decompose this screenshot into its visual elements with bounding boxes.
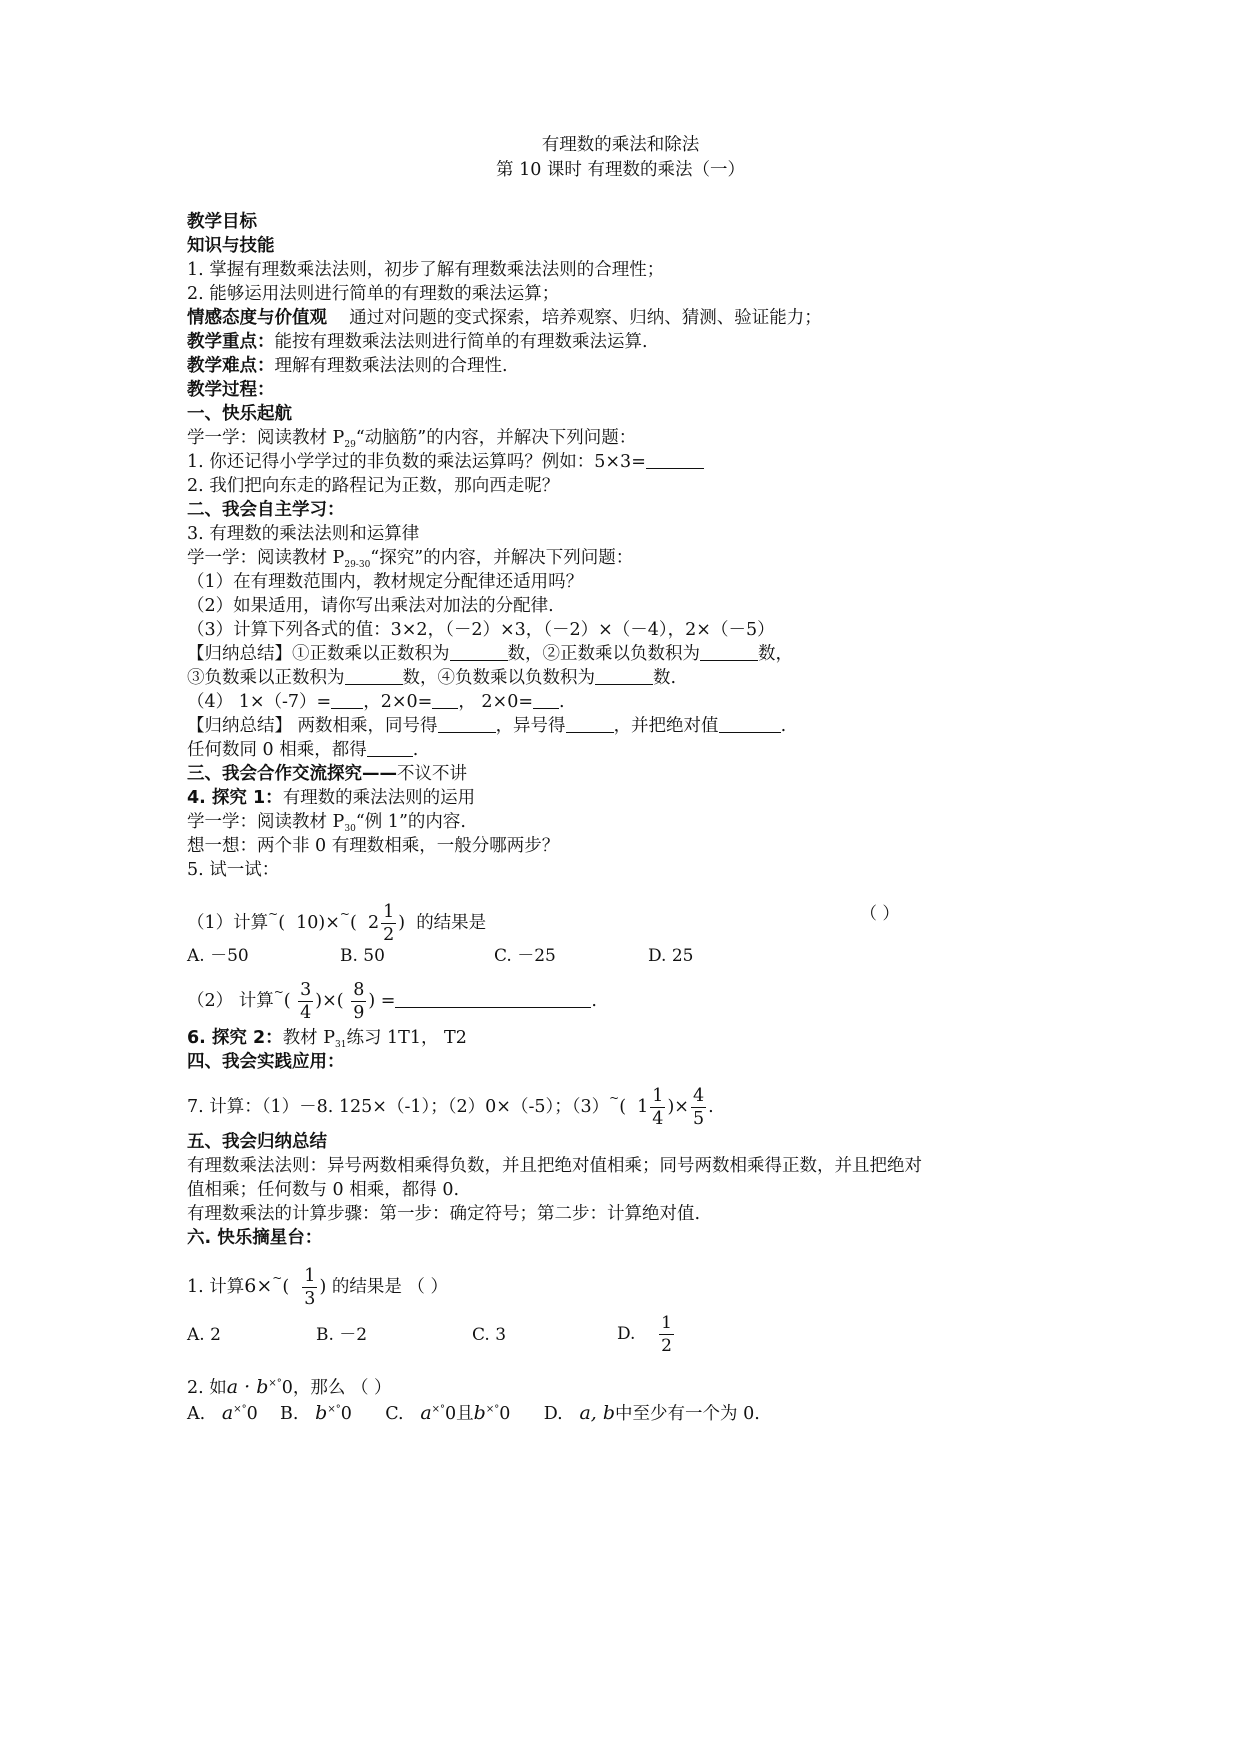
tilde-mark: ~: [339, 907, 350, 921]
question-3: 3. 有理数的乘法法则和运算律: [187, 524, 420, 544]
explore-2-text: 教材 P: [282, 1028, 336, 1048]
zero: 0: [445, 1404, 457, 1424]
answer-blank[interactable]: [395, 991, 591, 1008]
read-text-tail: “探究”的内容，并解决下列问题：: [370, 548, 634, 568]
rule-line-2: 值相乘；任何数与 0 相乘，都得 0.: [187, 1180, 460, 1200]
part-4-text: （4） 1×（-7）=: [187, 692, 332, 712]
option-d-label: D.: [617, 1324, 636, 1344]
try-1-prefix: （1）计算: [187, 913, 269, 933]
answer-blank[interactable]: [533, 692, 559, 709]
difficulty-text: 理解有理数乘法法则的合理性.: [274, 356, 508, 376]
star-q2-option-d[interactable]: D.: [543, 1404, 563, 1424]
read-text-tail: “例 1”的内容.: [355, 812, 466, 832]
garbled-symbol: ×°: [233, 1404, 247, 1415]
star-q1-option-b[interactable]: B. －2: [316, 1325, 368, 1345]
part-2: （2）如果适用，请你写出乘法对加法的分配律.: [187, 596, 554, 616]
garbled-symbol: ×°: [485, 1404, 500, 1415]
try-1-option-d[interactable]: D. 25: [648, 946, 694, 966]
summary-1: [187, 642, 793, 666]
star-q2-option-b[interactable]: B.: [280, 1404, 299, 1424]
summary-text: 数，②正数乘以负数积为: [507, 644, 700, 664]
star-q1-option-c[interactable]: C. 3: [472, 1325, 507, 1345]
try-1-answer-paren[interactable]: （ ）: [860, 904, 900, 924]
page-subscript: 30: [344, 824, 356, 834]
tilde-mark: ~: [272, 1271, 283, 1285]
answer-blank[interactable]: [432, 692, 458, 709]
section-3-title-tail: 不议不讲: [397, 764, 467, 784]
var-ab: a, b: [579, 1402, 616, 1424]
mixed-whole: 1: [637, 1097, 649, 1117]
answer-blank[interactable]: [646, 452, 704, 469]
question-7: 7. 计算：（1）－8. 125×（-1）；（2）0×（-5）；（3）~( 1 $\frac{1}{4}$ )× $\frac{4}{5}$ .: [187, 1086, 714, 1129]
answer-blank[interactable]: [566, 716, 614, 733]
fraction: $\frac{4}{5}$: [692, 1086, 705, 1129]
goal-item-2: 2. 能够运用法则进行简单的有理数的乘法运算；: [187, 284, 560, 304]
fraction: $\frac{8}{9}$: [353, 980, 365, 1023]
tilde-mark: ~: [273, 985, 284, 999]
and-text: 且: [456, 1404, 474, 1424]
try-1-expr: 10)×: [296, 913, 340, 933]
question-2: 2. 我们把向东走的路程记为正数，那向西走呢？: [187, 476, 560, 496]
question-7-text: 7. 计算：（1）－8. 125×（-1）；（2）0×（-5）；（3）: [187, 1097, 610, 1117]
page-subscript: 29-30: [344, 560, 371, 570]
garbled-symbol: ×°: [268, 1378, 282, 1389]
try-1-whole: 2: [367, 913, 380, 933]
explore-2-text-tail: 练习 1T1， T2: [346, 1028, 467, 1048]
answer-blank[interactable]: [450, 644, 508, 661]
part-4-text: ， 2×0=: [458, 692, 533, 712]
question-1-text: 1. 你还记得小学学过的非负数的乘法运算吗？例如：5×3=: [187, 452, 646, 472]
try-1-option-b[interactable]: B. 50: [340, 946, 385, 966]
var-a: a: [221, 1402, 234, 1424]
difficulty-line: [187, 354, 508, 378]
section-3-heading: [187, 762, 467, 786]
document-title: 有理数的乘法和除法: [541, 135, 700, 155]
section-3-title: 三、我会合作交流探究——: [187, 764, 397, 784]
star-question-2: [187, 1372, 392, 1400]
answer-blank[interactable]: [700, 644, 758, 661]
read-text-tail: “动脑筋”的内容，并解决下列问题：: [355, 428, 637, 448]
try-1-suffix: 的结果是: [416, 913, 487, 933]
question-1: [187, 450, 704, 474]
read-text: 学一学：阅读教材 P: [187, 812, 345, 832]
explore-1-text: 有理数的乘法法则的运用: [282, 788, 476, 808]
summary-3: [187, 714, 786, 738]
answer-blank[interactable]: [331, 692, 363, 709]
steps-line: 有理数乘法的计算步骤：第一步：确定符号；第二步：计算绝对值.: [187, 1204, 701, 1224]
star-q2-option-a[interactable]: A.: [187, 1404, 206, 1424]
tilde-mark: ~: [609, 1091, 620, 1105]
answer-blank[interactable]: [719, 716, 781, 733]
part-1: （1）在有理数范围内，教材规定分配律还适用吗？: [187, 572, 584, 592]
summary-text: .: [780, 716, 787, 736]
section-5-heading: 五、我会归纳总结: [187, 1132, 327, 1152]
fraction: $\frac{1}{2}$: [383, 902, 395, 945]
read-text: 学一学：阅读教材 P: [187, 428, 345, 448]
try-1-option-a[interactable]: A. －50: [187, 946, 249, 966]
star-q2-expr: a · b: [226, 1376, 269, 1398]
explore-2-label: 6. 探究 2：: [187, 1028, 283, 1048]
process-heading: 教学过程：: [187, 380, 275, 400]
part-4: [187, 690, 565, 714]
part-4-text: .: [559, 692, 565, 712]
var-a: a: [420, 1402, 432, 1424]
garbled-symbol: ×°: [327, 1404, 341, 1415]
think-line: 想一想：两个非 0 有理数相乘，一般分哪两步？: [187, 836, 560, 856]
answer-blank[interactable]: [345, 668, 403, 685]
summary-text: 数，: [758, 644, 793, 664]
summary-text: 数，④负数乘以负数积为: [402, 668, 595, 688]
summary-text: ，异号得: [495, 716, 566, 736]
explore-1-label: 4. 探究 1：: [187, 788, 283, 808]
summary-text: 数.: [653, 668, 677, 688]
attitude-label: 情感态度与价值观: [187, 308, 327, 328]
answer-blank[interactable]: [438, 716, 496, 733]
fraction: $\frac{3}{4}$: [300, 980, 312, 1023]
part-3: （3）计算下列各式的值：3×2，（－2）×3，（－2）×（－4），2×（－5）: [187, 620, 775, 640]
try-1: （1）计算~( 10)×~( 2 $\frac{1}{2}$ ) 的结果是: [187, 902, 487, 945]
star-q1-prefix: 1. 计算: [187, 1277, 245, 1297]
knowledge-heading: 知识与技能: [187, 236, 275, 256]
star-q2-options: [187, 1398, 760, 1426]
star-q2-prefix: 2. 如: [187, 1378, 227, 1398]
fraction: $\frac{1}{4}$: [652, 1086, 664, 1129]
page-subscript: 29: [344, 440, 356, 450]
page-subscript: 31: [335, 1040, 347, 1050]
section-2-heading: 二、我会自主学习：: [187, 500, 345, 520]
section-1-heading: 一、快乐起航: [187, 404, 292, 424]
summary-text: 【归纳总结】①正数乘以正数积为: [187, 644, 450, 664]
attitude-line: [187, 306, 822, 330]
focus-label: 教学重点：: [187, 332, 275, 352]
var-b: b: [473, 1402, 486, 1424]
summary-2: [187, 666, 676, 690]
zero: 0: [340, 1404, 352, 1424]
lesson-subtitle: 第 10 课时 有理数的乘法（一）: [496, 160, 745, 180]
section-6-heading: 六. 快乐摘星台：: [187, 1228, 323, 1248]
part-4-text: ，2×0=: [363, 692, 433, 712]
option-d-text: 中至少有一个为 0.: [615, 1404, 760, 1424]
goal-item-1: 1. 掌握有理数乘法法则，初步了解有理数乘法法则的合理性；: [187, 260, 665, 280]
try-2-suffix: .: [591, 991, 597, 1011]
star-question-1: 1. 计算6×~( $\frac{1}{3}$ ) 的结果是 （ ）: [187, 1266, 448, 1309]
var-b: b: [315, 1402, 328, 1424]
garbled-symbol: ×°: [431, 1404, 446, 1415]
focus-line: [187, 330, 648, 354]
attitude-text: 通过对问题的变式探索，培养观察、归纳、猜测、验证能力；: [349, 308, 822, 328]
star-q1-option-a[interactable]: A. 2: [187, 1325, 221, 1345]
zero: 0: [499, 1404, 511, 1424]
answer-blank[interactable]: [595, 668, 653, 685]
goals-heading: 教学目标: [187, 212, 257, 232]
zero: 0: [246, 1404, 258, 1424]
star-q1-option-d[interactable]: [617, 1312, 676, 1357]
summary-4: [187, 738, 418, 762]
explore-1: [187, 786, 475, 810]
star-q1-expr: 6×: [244, 1275, 273, 1297]
fraction: $\frac{1}{3}$: [304, 1266, 316, 1309]
summary-text: ③负数乘以正数积为: [187, 668, 345, 688]
fraction: $\frac{1}{2}$: [661, 1313, 672, 1356]
summary-text: ，并把绝对值: [613, 716, 719, 736]
try-2-prefix: （2） 计算: [187, 991, 274, 1011]
summary-text: 任何数同 0 相乘，都得: [187, 740, 367, 760]
difficulty-label: 教学难点：: [187, 356, 275, 376]
star-q2-suffix: ，那么 （ ）: [292, 1378, 392, 1398]
tilde-mark: ~: [268, 907, 279, 921]
section-4-heading: 四、我会实践应用：: [187, 1052, 345, 1072]
answer-blank[interactable]: [367, 740, 413, 757]
summary-text: 【归纳总结】 两数相乘，同号得: [187, 716, 438, 736]
star-q1-suffix: 的结果是 （ ）: [331, 1277, 448, 1297]
question-5: 5. 试一试：: [187, 860, 280, 880]
rule-line-1: 有理数乘法法则：异号两数相乘得负数，并且把绝对值相乘；同号两数相乘得正数，并且把绝对: [187, 1156, 922, 1176]
focus-text: 能按有理数乘法法则进行简单的有理数乘法运算.: [274, 332, 648, 352]
zero: 0: [281, 1378, 293, 1398]
try-1-option-c[interactable]: C. －25: [494, 946, 556, 966]
star-q2-option-c[interactable]: C.: [385, 1404, 404, 1424]
summary-text: .: [412, 740, 419, 760]
read-text: 学一学：阅读教材 P: [187, 548, 345, 568]
try-2: （2） 计算~( $\frac{3}{4}$ )×( $\frac{8}{9}$ ) = .: [187, 980, 597, 1023]
